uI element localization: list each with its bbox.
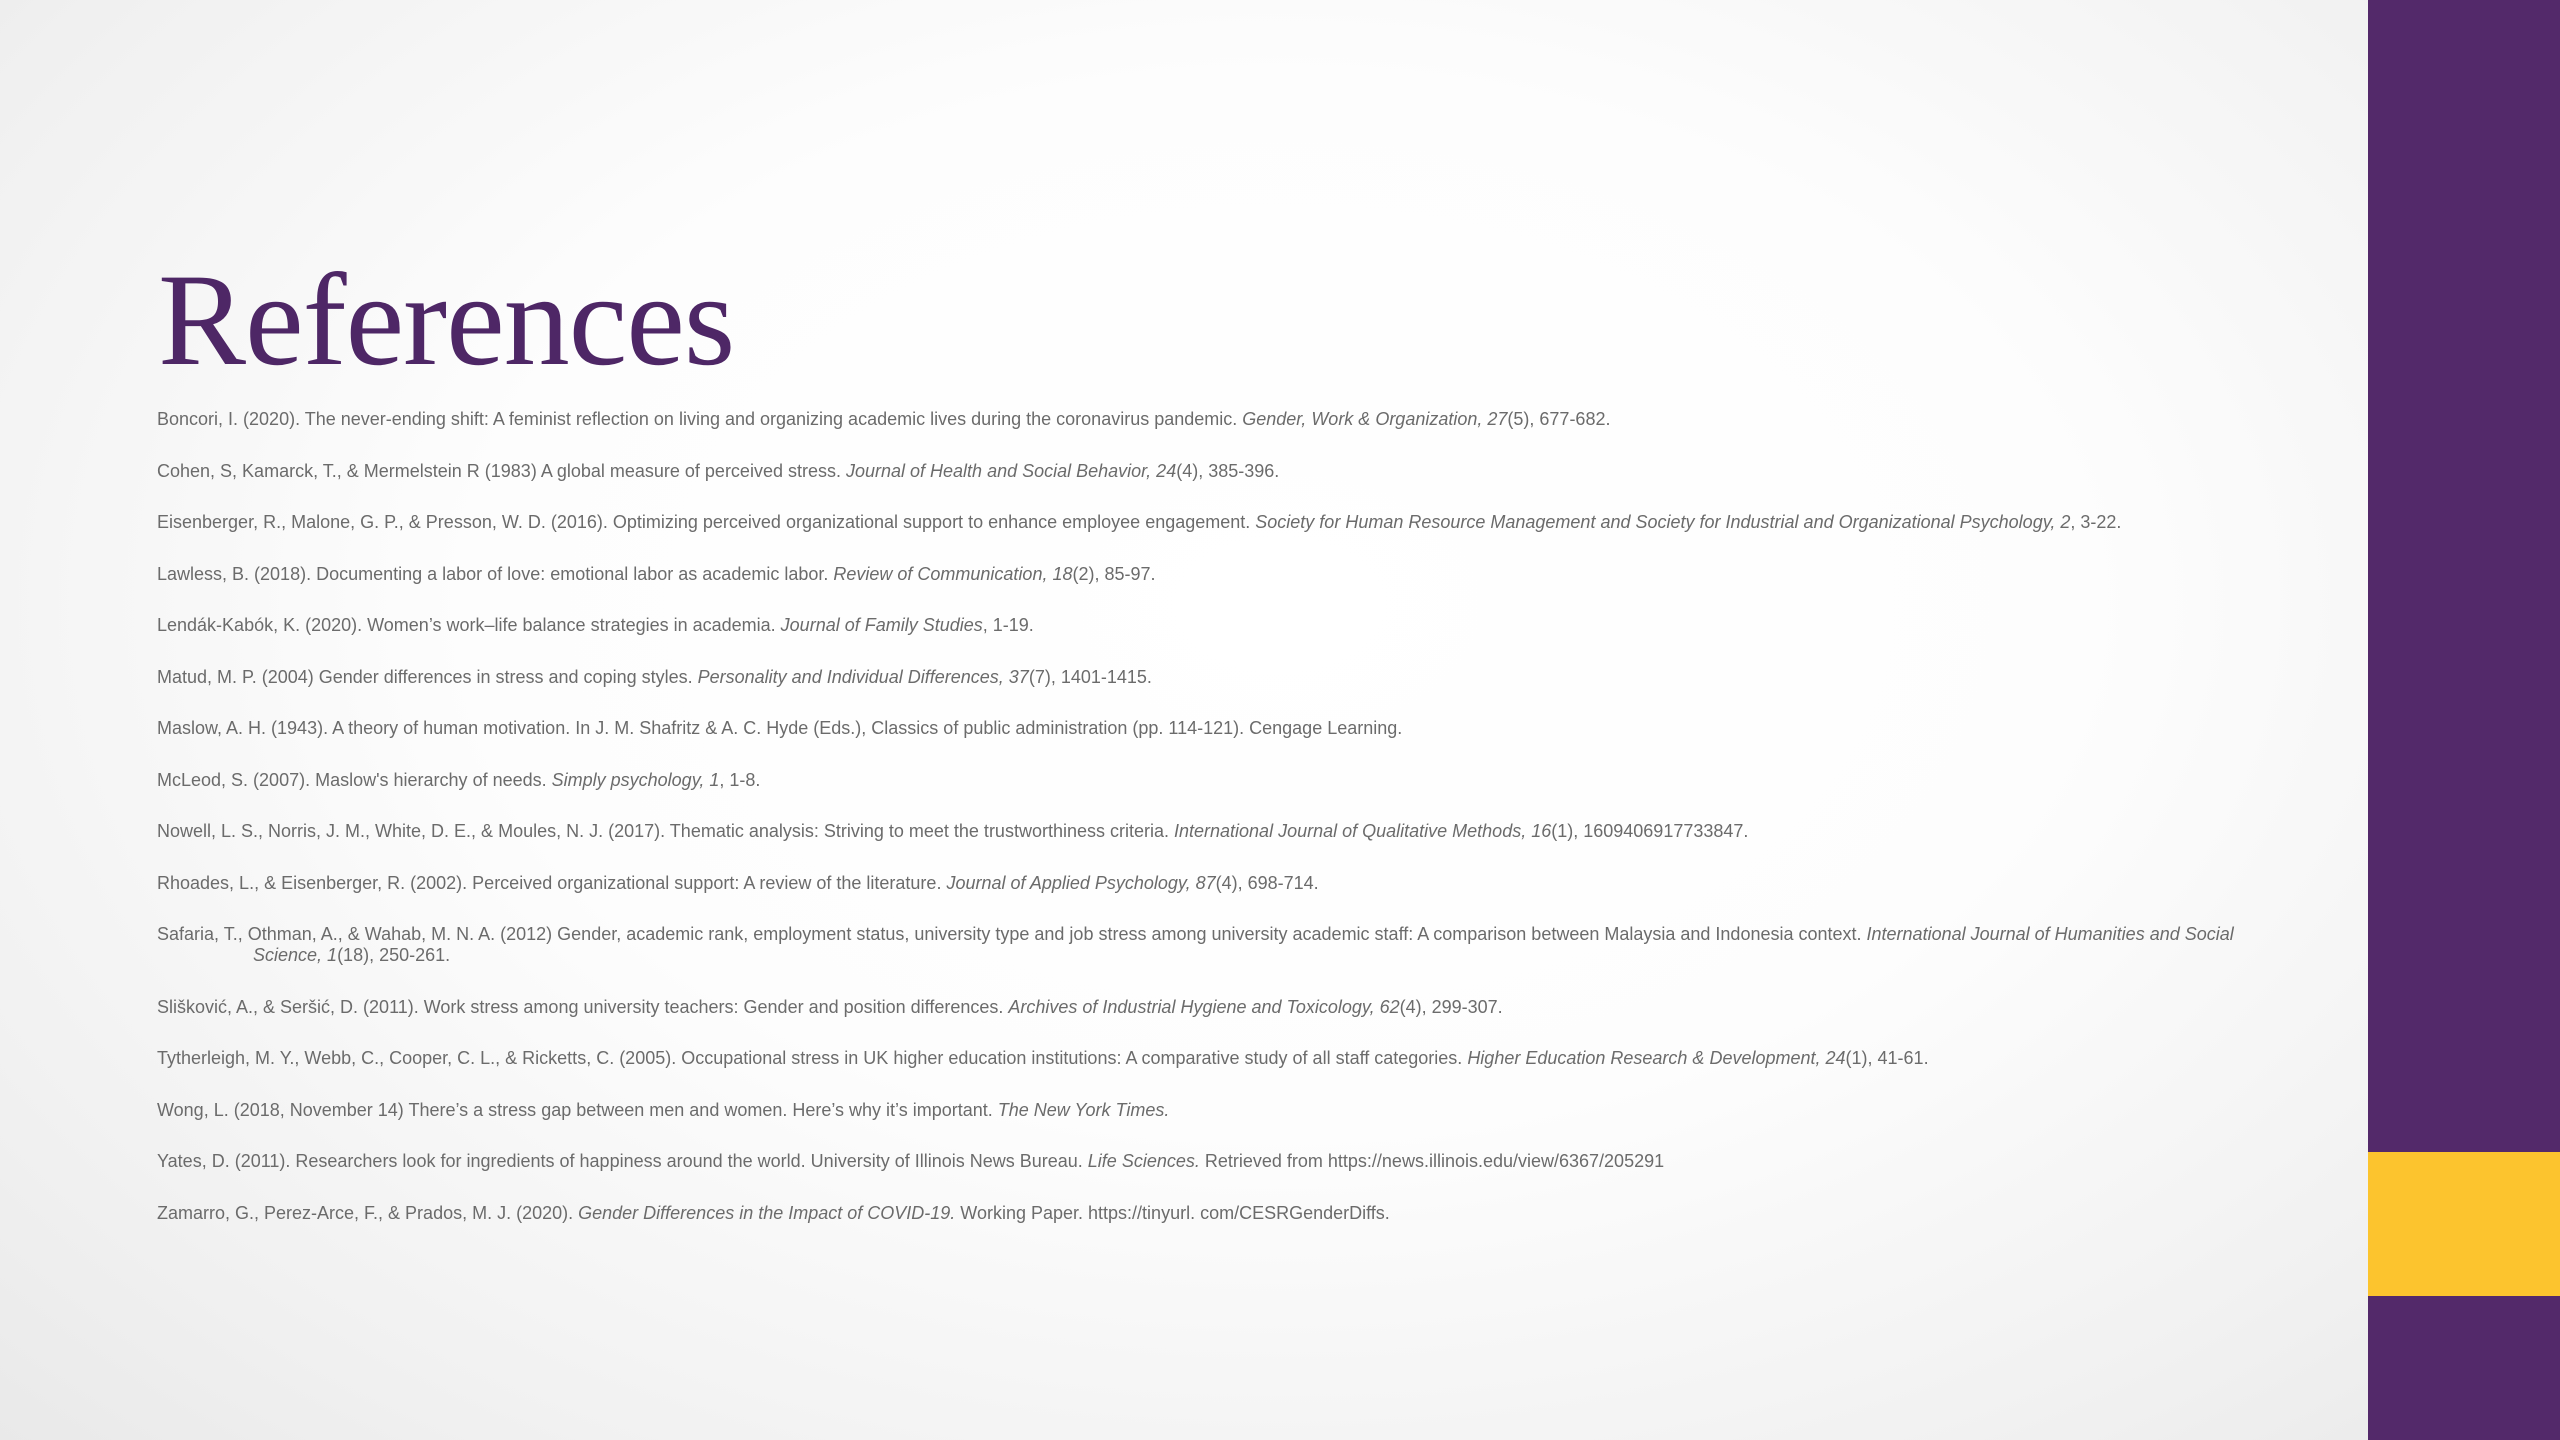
reference-text: Eisenberger, R., Malone, G. P., & Presson, W. D. (2016). Optimizing perceived organizational support to enhance employee engagement.	[157, 512, 1256, 532]
reference-text: Wong, L. (2018, November 14) There’s a stress gap between men and women. Here’s why it’s important.	[157, 1099, 998, 1120]
reference-source: Gender, Work & Organization, 27	[1242, 409, 1508, 429]
reference-details: Retrieved from https://news.illinois.edu/view/6367/205291	[1199, 1151, 1665, 1171]
reference-item	[157, 997, 2237, 1018]
reference-details: (4), 299-307.	[1399, 996, 1503, 1017]
reference-source: Gender Differences in the Impact of COVID-19.	[578, 1202, 956, 1223]
reference-item	[157, 1151, 2237, 1172]
reference-source: Higher Education Research & Development, 24	[1467, 1048, 1846, 1068]
reference-details: , 1-8.	[719, 769, 761, 790]
reference-item	[157, 409, 2237, 430]
reference-item	[157, 615, 2237, 636]
reference-source: Archives of Industrial Hygiene and Toxicology, 62	[1008, 996, 1400, 1017]
reference-text: Slišković, A., & Seršić, D. (2011). Work stress among university teachers: Gender and position differences.	[157, 996, 1009, 1017]
reference-item	[157, 667, 2237, 688]
reference-item	[157, 873, 2237, 894]
reference-text: McLeod, S. (2007). Maslow's hierarchy of needs.	[157, 769, 552, 790]
reference-source: Society for Human Resource Management and Society for Industrial and Organizational Psychology, 2	[1255, 512, 2071, 532]
reference-details: Working Paper. https://tinyurl. com/CESRGenderDiffs.	[955, 1202, 1390, 1223]
reference-text: Matud, M. P. (2004) Gender differences in stress and coping styles.	[157, 666, 698, 687]
reference-text: Tytherleigh, M. Y., Webb, C., Cooper, C. L., & Ricketts, C. (2005). Occupational stress in UK higher education institutions: A comparative study of all staff categories.	[157, 1048, 1468, 1068]
reference-text: Cohen, S, Kamarck, T., & Mermelstein R (1983) A global measure of perceived stress.	[157, 460, 846, 481]
reference-details: (1), 41-61.	[1845, 1048, 1929, 1068]
reference-details: (4), 698-714.	[1215, 872, 1319, 893]
reference-details: (4), 385-396.	[1176, 460, 1280, 481]
reference-details: , 3-22.	[2070, 512, 2122, 532]
decorative-accent-block	[2368, 1152, 2560, 1296]
reference-source: International Journal of Qualitative Methods, 16	[1174, 821, 1552, 841]
reference-text: Maslow, A. H. (1943). A theory of human motivation. In J. M. Shafritz & A. C. Hyde (Eds.), Classics of public administration (pp. 114-121). Cengage Learning.	[157, 718, 1403, 738]
reference-item	[157, 718, 2237, 739]
reference-source: Life Sciences.	[1087, 1151, 1200, 1171]
reference-source: The New York Times.	[997, 1099, 1170, 1120]
reference-item	[157, 1203, 2237, 1224]
reference-details: (7), 1401-1415.	[1028, 666, 1152, 687]
reference-source: Simply psychology, 1	[551, 769, 720, 790]
reference-item	[157, 924, 2237, 966]
reference-item	[157, 1100, 2237, 1121]
reference-source: Journal of Health and Social Behavior, 24	[845, 460, 1177, 481]
reference-item	[157, 461, 2237, 482]
reference-item	[157, 770, 2237, 791]
reference-details: (1), 1609406917733847.	[1551, 821, 1749, 841]
slide-title: References	[158, 246, 735, 393]
reference-text: Nowell, L. S., Norris, J. M., White, D. E., & Moules, N. J. (2017). Thematic analysis: Striving to meet the trustworthiness criteria.	[157, 821, 1174, 841]
reference-text: Yates, D. (2011). Researchers look for ingredients of happiness around the world. University of Illinois News Bureau.	[157, 1151, 1088, 1171]
reference-item	[157, 821, 2237, 842]
reference-list	[157, 409, 2237, 1254]
reference-source: Journal of Family Studies	[780, 615, 983, 635]
reference-details: (5), 677-682.	[1507, 409, 1611, 429]
reference-source: International Journal of Humanities and Social Science, 1	[253, 924, 2234, 965]
reference-details: (2), 85-97.	[1072, 563, 1156, 584]
reference-text: Lawless, B. (2018). Documenting a labor of love: emotional labor as academic labor.	[157, 563, 834, 584]
reference-item	[157, 512, 2237, 533]
reference-source: Personality and Individual Differences, 37	[697, 666, 1029, 687]
reference-source: Journal of Applied Psychology, 87	[946, 872, 1216, 893]
reference-text: Zamarro, G., Perez-Arce, F., & Prados, M. J. (2020).	[157, 1202, 579, 1223]
reference-text: Safaria, T., Othman, A., & Wahab, M. N. A. (2012) Gender, academic rank, employment status, university type and job stress among university academic staff: A comparison between Malaysia and Indonesia context.	[157, 924, 1867, 944]
reference-details: (18), 250-261.	[337, 945, 451, 965]
reference-text: Rhoades, L., & Eisenberger, R. (2002). Perceived organizational support: A review of the literature.	[157, 872, 947, 893]
reference-details: , 1-19.	[982, 615, 1034, 635]
reference-item	[157, 564, 2237, 585]
reference-source: Review of Communication, 18	[833, 563, 1073, 584]
reference-text: Lendák-Kabók, K. (2020). Women’s work–life balance strategies in academia.	[157, 615, 781, 635]
reference-text: Boncori, I. (2020). The never-ending shift: A feminist reflection on living and organizing academic lives during the coronavirus pandemic.	[157, 409, 1243, 429]
reference-item	[157, 1048, 2237, 1069]
